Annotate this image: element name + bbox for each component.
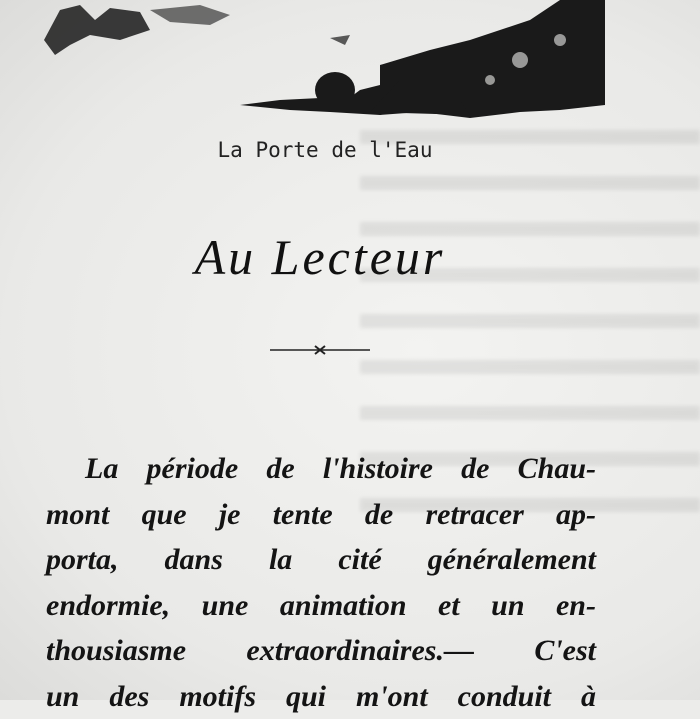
paragraph-line: La période de l'histoire de Chau- [46,446,596,492]
paragraph-line: thousiasme extraordinaires.— C'est [46,628,596,674]
paragraph-line: endormie, une animation et un en- [46,583,596,629]
illustration-caption: La Porte de l'Eau [0,138,650,162]
engraving-illustration [0,0,700,130]
ornament-divider [270,343,370,357]
paragraph [46,446,596,719]
paragraph-line: mont que je tente de retracer ap- [46,492,596,538]
paragraph-line: un des motifs qui m'ont conduit à [46,674,596,719]
paragraph-line: porta, dans la cité généralement [46,537,596,583]
chapter-title: Au Lecteur [0,228,640,286]
